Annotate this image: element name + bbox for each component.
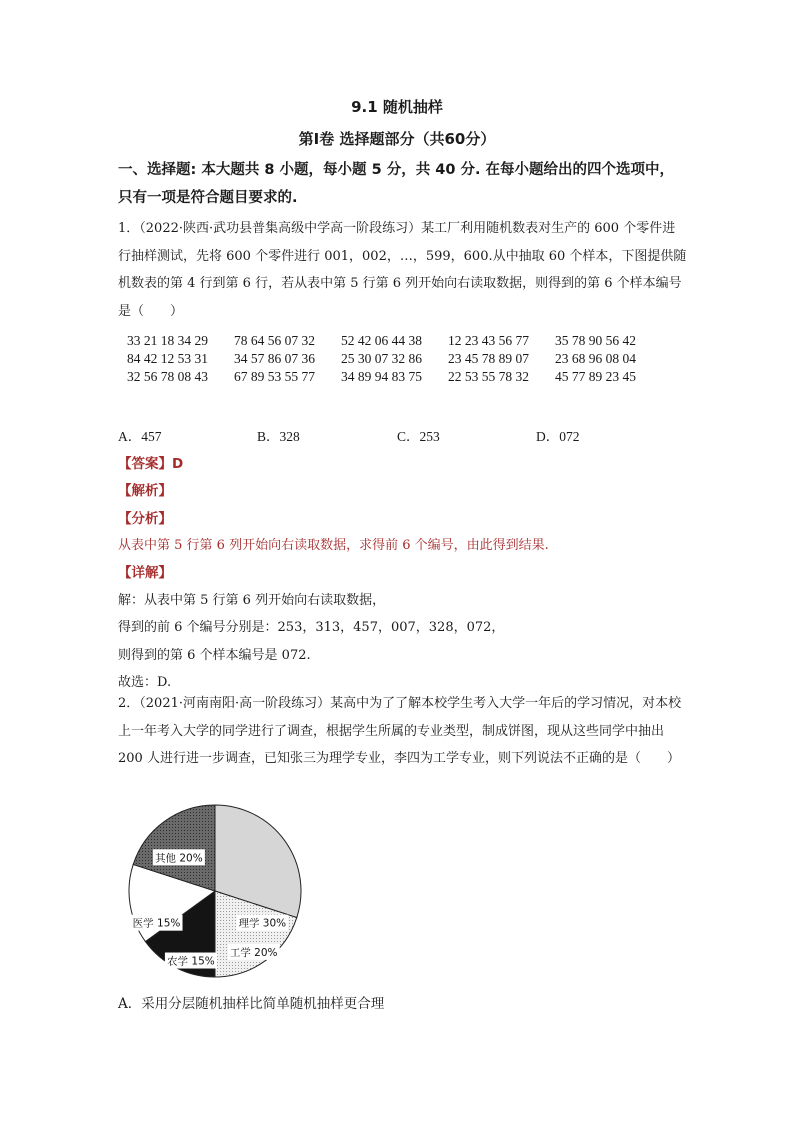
random-table-cell: 78 64 56 07 32 (234, 333, 315, 348)
fenxi-tag: 【分析】 (118, 511, 172, 527)
detail-tag: 【详解】 (118, 565, 172, 581)
pie-label-理学: 理学 30% (238, 917, 287, 930)
section-instructions: 一、选择题: 本大题共 8 小题，每小题 5 分，共 40 分. 在每小题给出的四个选项中，只有一项是符合题目要求的. (118, 162, 675, 206)
random-table-cell: 52 42 06 44 38 (341, 333, 422, 348)
detail-line: 则得到的第 6 个样本编号是 072. (118, 648, 311, 663)
random-table-cell: 35 78 90 56 42 (555, 333, 636, 348)
detail-line: 解：从表中第 5 行第 6 列开始向右读取数据， (118, 593, 386, 608)
random-table-cell: 22 53 55 78 32 (448, 369, 529, 384)
random-table-cell: 84 42 12 53 31 (127, 351, 208, 366)
pie-label-其他: 其他 20% (155, 852, 203, 865)
random-table-cell: 34 89 94 83 75 (341, 369, 422, 384)
answer-tag: 【答案】D (118, 456, 184, 472)
random-table-cell: 12 23 43 56 77 (448, 333, 529, 348)
analysis-tag: 【解析】 (118, 483, 172, 499)
fenxi-text: 从表中第 5 行第 6 列开始向右读取数据，求得前 6 个编号，由此得到结果. (118, 538, 549, 553)
random-table-cell: 45 77 89 23 45 (555, 369, 636, 384)
random-table-cell: 32 56 78 08 43 (127, 369, 208, 384)
random-table-cell: 23 68 96 08 04 (555, 351, 636, 366)
page-subtitle: 第Ⅰ卷 选择题部分（共60分） (298, 130, 496, 148)
option-d: D．072 (536, 429, 580, 444)
option-a: A．457 (118, 429, 162, 444)
pie-chart (124, 800, 306, 982)
random-table-cell: 33 21 18 34 29 (127, 333, 208, 348)
question-1-stem: 1．（2022·陕西·武功县普集高级中学高一阶段练习）某工厂利用随机数表对生产的 600 个零件进行抽样测试，先将 600 个零件进行 001，002，…，599，600.从中抽取 60 个样本，下图提供随机数表的第 4 行到第 6 行，若从表中第 5 行第 6 列开始向右读取数据，则得到的第 6 个样本编号是（ ） (118, 221, 687, 319)
page-title: 9.1 随机抽样 (351, 98, 443, 116)
pie-label-医学: 医学 15% (132, 917, 181, 930)
option-b: B．328 (257, 429, 300, 444)
random-table-cell: 23 45 78 89 07 (448, 351, 529, 366)
detail-line: 故选：D. (118, 675, 172, 690)
random-table-cell: 34 57 86 07 36 (234, 351, 315, 366)
pie-label-工学: 工学 20% (229, 946, 278, 959)
question-2-option-a: A．采用分层随机抽样比简单随机抽样更合理 (118, 996, 385, 1012)
option-c: C．253 (397, 429, 440, 444)
question-2-stem: 2．（2021·河南南阳·高一阶段练习）某高中为了了解本校学生考入大学一年后的学习情况，对本校上一年考入大学的同学进行了调查，根据学生所属的专业类型，制成饼图，现从这些同学中抽出 200 人进行进一步调查，已知张三为理学专业，李四为工学专业，则下列说法不正确的是（ ） (118, 696, 682, 766)
detail-line: 得到的前 6 个编号分别是：253，313，457，007，328，072， (118, 620, 505, 635)
random-table-cell: 25 30 07 32 86 (341, 351, 422, 366)
random-table-cell: 67 89 53 55 77 (234, 369, 315, 384)
pie-label-农学: 农学 15% (167, 955, 215, 968)
